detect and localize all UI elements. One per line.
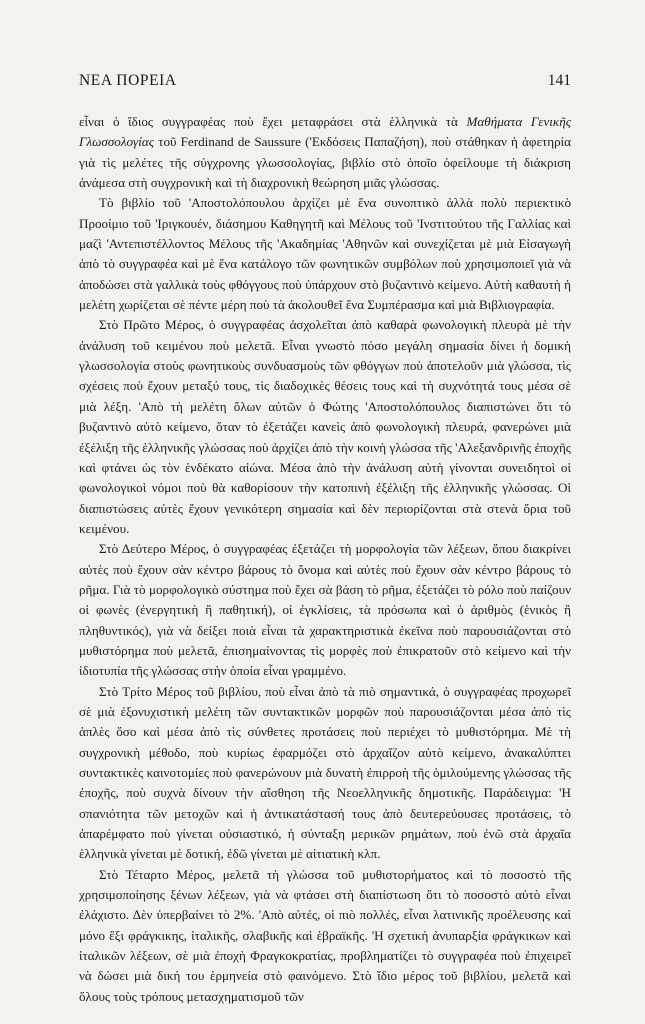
- paragraph-3: Στὸ Πρῶτο Μέρος, ὁ συγγραφέας ἀσχολεῖται ἀπὸ καθαρὰ φωνολογικὴ πλευρὰ μὲ τὴν ἀνάλυση τοῦ κειμένου ποὺ μελετᾶ. Εἶναι γνωστὸ πόσο μεγάλη σημασία δίνει ἡ δομικὴ γλωσσολογία στοὺς φωνητικοὺς συνδυασμοὺς τῶν φθόγγων ποὺ ἀποτελοῦν μιὰ γλώσσα, τὶς σχέσεις ποὺ ἔχουν μεταξύ τους, τὶς διαδοχικὲς θέσεις τους καὶ τὴ συχνότητά τους μέσα σὲ μιὰ λέξη. 'Απὸ τὴ μελέτη ὅλων αὐτῶν ὁ Φώτης 'Αποστολόπουλος διαπιστώνει ὅτι τὸ βυζαντινὸ αὐτὸ κείμενο, ὅταν τὸ ἐξετάζει κανεὶς ἀπὸ φωνολογικὴ πλευρά, φανερώνει μιὰ ἐξέλιξη τῆς ἑλληνικῆς γλώσσας ποὺ ἀρχίζει ἀπὸ τὴν κοινὴ γλώσσα τῆς 'Αλεξανδρινῆς ἐποχῆς καὶ φτάνει ὡς τὸν ἑνδέκατο αἰώνα. Μέσα ἀπὸ τὴν ἀνάλυση αὐτὴ γίνονται συνειδητοὶ οἱ φωνολογικοὶ νόμοι ποὺ θὰ καθορίσουν τὴν κατοπινὴ ἐξέλιξη τῆς ἑλληνικῆς γλώσσας. Οἱ διαπιστώσεις αὐτὲς ἔχουν γενικότερη σημασία καὶ δὲν περιορίζονται στὰ στενὰ ὅρια τοῦ κειμένου.: [79, 317, 571, 536]
- paragraph-1-text-c: τοῦ Ferdinand de Saussure ('Εκδόσεις Παπαζήση), ποὺ στάθηκαν ἡ ἀφετηρία γιὰ τὶς μελέτες τῆς σύγχρονης γλωσσολογίας, βιβλίο στὸ ὁποῖο ὀφείλουμε τὴ διάκριση ἀνάμεσα στὴ συγχρονικὴ καὶ τὴ διαχρονικὴ θεώρηση μιᾶς γλώσσας.: [79, 134, 571, 191]
- book-title-italic: Μαθήματα Γενικῆς Γλωσσολογίας: [79, 114, 572, 150]
- paragraph-1-text-a: εἶναι ὁ ἴδιος συγγραφέας ποὺ ἔχει μεταφράσει στὰ ἑλληνικὰ τὰ: [79, 114, 467, 129]
- paragraph-1: [79, 112, 571, 193]
- body-text: [79, 112, 571, 1007]
- paragraph-6: Στὸ Τέταρτο Μέρος, μελετᾶ τὴ γλώσσα τοῦ μυθιστορήματος καὶ τὸ ποσοστὸ τῆς χρησιμοποίησης ξένων λέξεων, γιὰ νὰ φτάσει στὴ διαπίστωση ὅτι τὸ ποσοστὸ αὐτὸ εἶναι ἐλάχιστο. Δὲν ὑπερβαίνει τὸ 2%. 'Απὸ αὐτές, οἱ πιὸ πολλές, εἶναι λατινικῆς προέλευσης καὶ μόνο ἕξι φράγκικης, ἰταλικῆς, σλαβικῆς καὶ ἑβραϊκῆς. 'Η σχετικὴ ἀνυπαρξία φράγκικων καὶ ἰταλικῶν λέξεων, σὲ μιὰ ἐποχὴ Φραγκοκρατίας, προβληματίζει τὸ συγγραφέα ποὺ ἐπιχειρεῖ νὰ δώσει μιὰ δική του ἑρμηνεία στὸ φαινόμενο. Στὸ ἴδιο μέρος τοῦ βιβλίου, μελετᾶ καὶ ὅλους τοὺς τρόπους μετασχηματισμοῦ τῶν: [79, 866, 571, 1004]
- paragraph-5: Στὸ Τρίτο Μέρος τοῦ βιβλίου, ποὺ εἶναι ἀπὸ τὰ πιὸ σημαντικά, ὁ συγγραφέας προχωρεῖ σὲ μιὰ ἐξονυχιστικὴ μελέτη τῶν συντακτικῶν μορφῶν ποὺ παρουσιάζονται μέσα ἀπὸ τὶς ἁπλὲς ὅσο καὶ μέσα ἀπὸ τὶς σύνθετες προτάσεις ποὺ περιέχει τὸ μυθιστόρημα. Μὲ τὴ συγχρονικὴ μέθοδο, ποὺ κυρίως ἐφαρμόζει στὸ ἀρχαΐζον αὐτὸ κείμενο, ἀνακαλύπτει συντακτικὲς καινοτομίες ποὺ φανερώνουν μιὰ δυνατὴ ἐπιρροὴ τῆς ὁμιλούμενης γλώσσας τῆς ἐποχῆς, ποὺ συχνὰ δίνουν τὴν αἴσθηση τῆς Νεοελληνικῆς δημοτικῆς. Παράδειγμα: 'Η σπανιότητα τῶν μετοχῶν καὶ ἡ ἀντικατάστασή τους ἀπὸ δευτερεύουσες προτάσεις, τὸ ἀπαρέμφατο ποὺ γίνεται οὐσιαστικό, ἡ σύνταξη μερικῶν ρημάτων, ποὺ ἐνῶ στὰ ἀρχαῖα ἑλληνικὰ γίνεται μὲ δοτική, ἐδῶ γίνεται μὲ αἰτιατικὴ κλπ.: [79, 683, 571, 862]
- page-number: 141: [547, 72, 571, 89]
- paragraph-4: Στὸ Δεύτερο Μέρος, ὁ συγγραφέας ἐξετάζει τὴ μορφολογία τῶν λέξεων, ὅπου διακρίνει αὐτὲς ποὺ ἔχουν σὰν κέντρο βάρους τὸ ὄνομα καὶ αὐτὲς ποὺ ἔχουν σὰν κέντρο βάρους τὸ ρῆμα. Γιὰ τὸ μορφολογικὸ σύστημα ποὺ ἔχει σὰ βάση τὸ ρῆμα, ἐξετάζει τὸ ρόλο ποὺ παίζουν οἱ φωνὲς (ἐνεργητικὴ ἢ παθητική), οἱ ἐγκλίσεις, τὰ πρόσωπα καὶ ὁ ἀριθμὸς (ἑνικὸς ἢ πληθυντικός), γιὰ νὰ δείξει ποιὰ εἶναι τὰ χαρακτηριστικὰ ἐκεῖνα ποὺ παρουσιάζονται στὸ μυθιστόρημα ποὺ μελετᾶ, ἐπισημαίνοντας τὶς μορφὲς ποὺ ἐπικρατοῦν στὸ κείμενο καὶ τὴν ἰδιοτυπία τῆς γλώσσας στὴν ὁποία εἶναι γραμμένο.: [79, 541, 571, 679]
- paragraph-2: Τὸ βιβλίο τοῦ 'Αποστολόπουλου ἀρχίζει μὲ ἕνα συνοπτικὸ ἀλλὰ πολὺ περιεκτικὸ Προοίμιο τοῦ 'Ιριγκουέν, διάσημου Καθηγητῆ καὶ Μέλους τοῦ 'Ινστιτούτου τῆς Γαλλίας καὶ μαζὶ 'Αντεπιστέλλοντος Μέλους τῆς 'Ακαδημίας 'Αθηνῶν καὶ συνεχίζεται μὲ μιὰ Εἰσαγωγὴ ἀπὸ τὸ συγγραφέα καὶ μὲ ἕνα κατάλογο τῶν φωνητικῶν συμβόλων ποὺ χρησιμοποιεῖ γιὰ νὰ ἀποδώσει στὰ γαλλικὰ τοὺς φθόγγους ποὺ ὑπάρχουν στὸ βυζαντινὸ κείμενο. Αὐτὴ καθαυτὴ ἡ μελέτη χωρίζεται σὲ πέντε μέρη ποὺ τὰ ἀκολουθεῖ ἕνα Συμπέρασμα καὶ μιὰ Βιβλιογραφία.: [79, 195, 571, 313]
- running-header: [79, 72, 571, 94]
- journal-title: ΝΕΑ ΠΟΡΕΙΑ: [79, 72, 177, 89]
